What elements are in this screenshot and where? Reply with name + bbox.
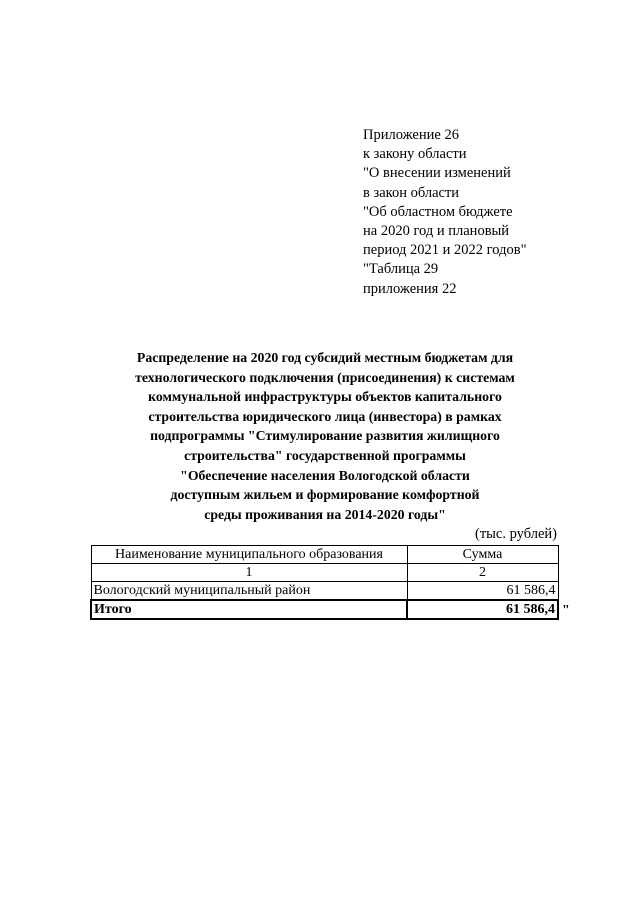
total-label: Итого — [91, 600, 407, 619]
total-value: 61 586,4 — [407, 600, 558, 619]
appendix-reference — [363, 126, 527, 299]
appendix-line: "Об областном бюджете — [363, 203, 513, 220]
title-line: Распределение на 2020 год субсидий местным бюджетам для — [136, 350, 514, 365]
appendix-line: к закону области — [363, 146, 467, 163]
title-line: коммунальной инфраструктуры объектов капитального — [148, 389, 502, 405]
municipality-name: Вологодский муниципальный район — [91, 582, 407, 601]
title-line: подпрограммы "Стимулирование развития жилищного — [150, 428, 500, 444]
appendix-line: "Таблица 29 — [363, 261, 439, 278]
header-amount: Сумма — [407, 546, 558, 564]
amount-value: 61 586,4 — [407, 582, 558, 601]
appendix-line: в закон области — [363, 184, 460, 201]
units-note: (тыс. рублей) — [475, 526, 557, 542]
appendix-line: приложения 22 — [363, 280, 457, 297]
appendix-line: на 2020 год и плановый — [363, 223, 510, 240]
appendix-line: "О внесении изменений — [363, 165, 511, 182]
appendix-line: период 2021 и 2022 годов" — [363, 242, 527, 259]
appendix-line: Приложение 26 — [363, 127, 459, 143]
table-header-row — [91, 546, 558, 564]
title-line: среды проживания на 2014-2020 годы" — [204, 506, 446, 522]
total-row — [91, 600, 558, 619]
title-line: "Обеспечение населения Вологодской области — [180, 467, 470, 483]
column-number-row — [91, 564, 558, 582]
column-number: 2 — [407, 564, 558, 582]
document-title — [100, 348, 550, 524]
header-municipality: Наименование муниципального образования — [91, 546, 407, 564]
closing-quote: " — [562, 603, 570, 618]
title-line: технологического подключения (присоединения) к системам — [135, 369, 515, 385]
subsidy-table — [90, 545, 559, 620]
title-line: строительства" государственной программы — [184, 447, 466, 463]
title-line: доступным жильем и формирование комфортной — [170, 487, 480, 503]
column-number: 1 — [91, 564, 407, 582]
table-row — [91, 582, 558, 601]
title-line: строительства юридического лица (инвестора) в рамках — [148, 408, 502, 424]
